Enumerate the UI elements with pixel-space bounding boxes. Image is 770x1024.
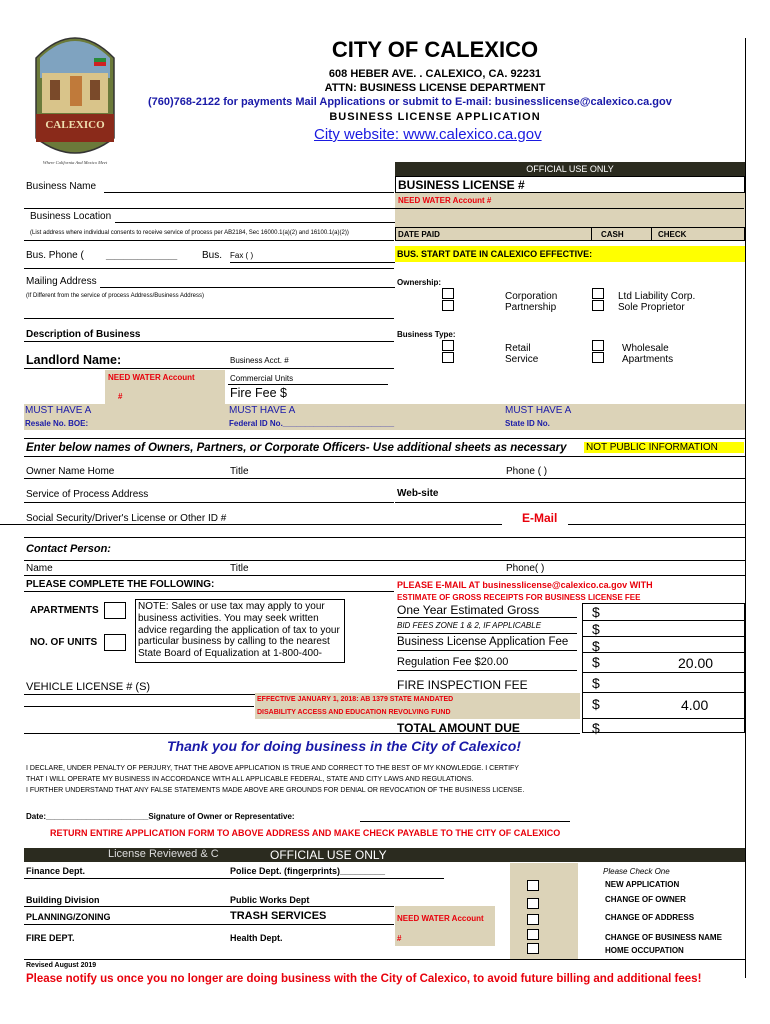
- business-location-field[interactable]: [115, 222, 395, 223]
- must-have-resale: MUST HAVE A: [25, 405, 92, 416]
- business-location-label: Business Location: [30, 211, 112, 222]
- license-reviewed-label: License Reviewed & C: [108, 848, 219, 860]
- disability-box: [255, 693, 580, 719]
- app-fee-label: Business License Application Fee: [397, 636, 569, 648]
- change-owner-label: CHANGE OF OWNER: [605, 895, 686, 904]
- disability-label: DISABILITY ACCESS AND EDUCATION REVOLVING FUND: [257, 709, 451, 716]
- health-dept-label: Health Dept.: [230, 933, 283, 943]
- business-acct-label: Business Acct. #: [230, 356, 289, 365]
- landlord-water-hash: #: [118, 392, 123, 401]
- fire-insp-dollar: $: [592, 675, 600, 691]
- owners-heading: Enter below names of Owners, Partners, or Corporate Officers- Use additional sheets as necessary: [26, 442, 567, 454]
- start-date-box[interactable]: [395, 246, 745, 262]
- header-phone-line: (760)768-2122 for payments Mail Applications or submit to E-mail: businesslicense@calexico.ca.gov: [148, 96, 672, 108]
- application-title: BUSINESS LICENSE APPLICATION: [329, 111, 541, 123]
- description-label: Description of Business: [26, 329, 141, 340]
- business-type-label: Business Type:: [397, 330, 456, 339]
- apartments-label: APARTMENTS: [30, 605, 99, 616]
- must-have-row: [24, 404, 745, 430]
- ownership-sole-label: Sole Proprietor: [618, 302, 685, 313]
- ownership-label: Ownership:: [397, 278, 442, 287]
- not-public-label: NOT PUBLIC INFORMATION: [584, 442, 744, 453]
- state-id-label: State ID No.: [505, 419, 550, 428]
- building-label: Building Division: [26, 895, 100, 905]
- ssn-label: Social Security/Driver's License or Other ID #: [26, 513, 227, 524]
- check-label: CHECK: [658, 230, 687, 239]
- finance-dept-label: Finance Dept.: [26, 866, 86, 876]
- fax-field[interactable]: [230, 262, 395, 263]
- fire-dept-label: FIRE DEPT.: [26, 933, 75, 943]
- ownership-corporation-checkbox[interactable]: [442, 288, 454, 299]
- start-date-label: BUS. START DATE IN CALEXICO EFFECTIVE:: [397, 249, 593, 259]
- trash-water-box[interactable]: [395, 906, 495, 946]
- bus-phone-mask[interactable]: ________________: [106, 251, 178, 260]
- type-wholesale-label: Wholesale: [622, 343, 669, 354]
- landlord-water-box[interactable]: [105, 370, 225, 408]
- dis-dollar: $: [592, 696, 600, 712]
- resale-label: Resale No. BOE:: [25, 419, 89, 428]
- email-notice-1: PLEASE E-MAIL AT businesslicense@calexico.ca.gov WITH: [397, 580, 653, 590]
- home-occ-label: HOME OCCUPATION: [605, 946, 684, 955]
- units-label: NO. OF UNITS: [30, 637, 98, 648]
- contact-name-label: Name: [26, 563, 53, 574]
- contact-row-field[interactable]: [24, 575, 745, 576]
- declare-line-2: THAT I WILL OPERATE MY BUSINESS IN ACCORDANCE WITH ALL APPLICABLE FEDERAL, STATE AND CITY LAWS AND REGULATIONS.: [26, 776, 474, 783]
- official-use-bottom-label: OFFICIAL USE ONLY: [270, 848, 387, 862]
- trash-water-label: NEED WATER Account: [397, 914, 484, 923]
- type-service-checkbox[interactable]: [442, 352, 454, 363]
- change-owner-checkbox[interactable]: [527, 898, 539, 909]
- change-address-checkbox[interactable]: [527, 914, 539, 925]
- mailing-address-field[interactable]: [100, 287, 395, 288]
- ownership-llc-label: Ltd Liability Corp.: [618, 291, 696, 302]
- ownership-partnership-label: Partnership: [505, 302, 557, 313]
- contact-phone-label: Phone( ): [506, 563, 545, 574]
- bid-dollar: $: [592, 621, 600, 637]
- description-field[interactable]: [24, 341, 394, 342]
- bus-phone-label: Bus. Phone (: [26, 250, 84, 261]
- bid-label: BID FEES ZONE 1 & 2, IF APPLICABLE: [397, 621, 542, 630]
- official-use-heading: OFFICIAL USE ONLY: [395, 162, 745, 176]
- water-account-label: NEED WATER Account #: [398, 196, 492, 205]
- planning-label: PLANNING/ZONING: [26, 912, 111, 922]
- landlord-water-label: NEED WATER Account: [108, 373, 195, 382]
- contact-title-label: Title: [230, 563, 249, 574]
- amounts-column: [582, 603, 745, 736]
- header-address: 608 HEBER AVE. . CALEXICO, CA. 92231: [328, 68, 542, 80]
- owner-row-field[interactable]: [24, 478, 745, 479]
- reg-fee-dollar: $: [592, 654, 600, 670]
- total-dollar: $: [592, 720, 600, 736]
- declare-line-3: I FURTHER UNDERSTAND THAT ANY FALSE STATEMENTS MADE ABOVE ARE GROUNDS FOR DENIAL OR REVOCATION OF THE BUSINESS LICENSE.: [26, 787, 525, 794]
- trash-label: TRASH SERVICES: [230, 910, 327, 922]
- gross-dollar: $: [592, 604, 600, 620]
- license-number-box[interactable]: [395, 176, 745, 193]
- checkbox-column: [510, 863, 578, 959]
- business-location-note: (List address where individual consents to receive service of process per AB2184, Sec 16000.1(a)(2) and 16100.1(a)(2)): [30, 230, 349, 236]
- ownership-sole-checkbox[interactable]: [592, 300, 604, 311]
- date-signature-label: Date:_______________________Signature of Owner or Representative:: [26, 812, 295, 821]
- city-title: CITY OF CALEXICO: [331, 37, 539, 62]
- must-have-federal: MUST HAVE A: [229, 405, 296, 416]
- type-service-label: Service: [505, 354, 539, 365]
- logo-text: CALEXICO: [45, 119, 105, 131]
- type-apartments-checkbox[interactable]: [592, 352, 604, 363]
- official-use-bottom-bar: [24, 848, 745, 862]
- complete-label: PLEASE COMPLETE THE FOLLOWING:: [26, 579, 215, 590]
- reg-fee-amount: 20.00: [678, 655, 714, 671]
- business-name-field[interactable]: [104, 192, 394, 193]
- reg-fee-label: Regulation Fee $20.00: [397, 656, 509, 668]
- header-attn: ATTN: BUSINESS LICENSE DEPARTMENT: [324, 82, 546, 94]
- date-paid-row: [395, 227, 745, 241]
- total-label: TOTAL AMOUNT DUE: [397, 721, 520, 735]
- contact-heading: Contact Person:: [26, 543, 111, 555]
- city-website-link[interactable]: City website: www.calexico.ca.gov: [314, 126, 542, 143]
- new-app-checkbox[interactable]: [527, 880, 539, 891]
- right-margin-line: [745, 38, 746, 978]
- website-field[interactable]: [395, 502, 745, 503]
- landlord-label: Landlord Name:: [26, 353, 122, 367]
- units-input[interactable]: [104, 634, 126, 651]
- email-notice-2: ESTIMATE OF GROSS RECEIPTS FOR BUSINESS LICENSE FEE: [397, 593, 641, 602]
- effective-label: EFFECTIVE JANUARY 1, 2018: AB 1379 STATE MANDATED: [257, 696, 454, 703]
- license-number-label: BUSINESS LICENSE #: [398, 178, 525, 192]
- home-occ-checkbox[interactable]: [527, 943, 539, 954]
- please-check-label: Please Check One: [603, 867, 670, 876]
- email-field[interactable]: [568, 524, 745, 525]
- email-label: E-Mail: [522, 511, 558, 525]
- landlord-field[interactable]: [24, 368, 394, 369]
- federal-id-label: Federal ID No._________________________: [229, 419, 395, 428]
- must-have-state: MUST HAVE A: [505, 405, 572, 416]
- ownership-corporation-label: Corporation: [505, 291, 558, 302]
- type-wholesale-checkbox[interactable]: [592, 340, 604, 351]
- type-apartments-label: Apartments: [622, 354, 674, 365]
- ownership-partnership-checkbox[interactable]: [442, 300, 454, 311]
- change-name-label: CHANGE OF BUSINESS NAME: [605, 933, 722, 942]
- sales-tax-note: NOTE: Sales or use tax may apply to your business activities. You may seek written advice regarding the application of tax to your particular business by calling to the nearest State Board of Equalization at 1-800-400-: [135, 599, 345, 663]
- owner-phone-label: Phone ( ): [506, 466, 548, 477]
- owner-name-label: Owner Name Home: [26, 466, 115, 477]
- trash-water-hash: #: [397, 934, 402, 943]
- bus-label: Bus.: [202, 250, 223, 261]
- cash-label: CASH: [601, 230, 624, 239]
- dis-amount: 4.00: [681, 697, 709, 713]
- ssn-field[interactable]: [0, 524, 502, 525]
- water-account-box[interactable]: [395, 193, 745, 227]
- app-fee-dollar: $: [592, 638, 600, 654]
- notify-message: Please notify us once you no longer are doing business with the City of Calexico, to avoid future billing and additional fees!: [26, 973, 702, 985]
- mailing-address-label: Mailing Address: [26, 276, 97, 287]
- change-name-checkbox[interactable]: [527, 929, 539, 940]
- type-retail-label: Retail: [505, 343, 531, 354]
- website-label: Web-site: [397, 488, 439, 499]
- vehicle-label: VEHICLE LICENSE # (S): [26, 681, 151, 693]
- change-address-label: CHANGE OF ADDRESS: [605, 913, 695, 922]
- police-dept-label: Police Dept. (fingerprints)_________: [230, 866, 386, 876]
- commercial-units-label: Commercial Units: [230, 374, 294, 383]
- apartments-input[interactable]: [104, 602, 126, 619]
- signature-field[interactable]: [360, 821, 570, 822]
- fire-insp-label: FIRE INSPECTION FEE: [397, 678, 528, 692]
- service-process-label: Service of Process Address: [26, 489, 149, 500]
- new-app-label: NEW APPLICATION: [605, 880, 680, 889]
- revised-label: Revised August 2019: [26, 962, 97, 969]
- logo-tagline: Where California And Mexico Meet: [42, 160, 108, 165]
- ownership-llc-checkbox[interactable]: [592, 288, 604, 299]
- mailing-address-note: (If Different from the service of process Address/Business Address): [26, 293, 204, 299]
- fax-label: Fax ( ): [230, 251, 254, 260]
- type-retail-checkbox[interactable]: [442, 340, 454, 351]
- service-process-field[interactable]: [24, 502, 394, 503]
- business-name-label: Business Name: [26, 181, 97, 192]
- fire-fee-label: Fire Fee $: [230, 386, 287, 400]
- owner-title-label: Title: [230, 466, 249, 477]
- gross-label: One Year Estimated Gross: [397, 603, 540, 617]
- return-instructions: RETURN ENTIRE APPLICATION FORM TO ABOVE ADDRESS AND MAKE CHECK PAYABLE TO THE CITY OF CALEXICO: [50, 828, 561, 838]
- public-works-label: Public Works Dept: [230, 895, 310, 905]
- declare-line-1: I DECLARE, UNDER PENALTY OF PERJURY, THAT THE ABOVE APPLICATION IS TRUE AND CORRECT TO THE BEST OF MY KNOWLEDGE. I CERTIFY: [26, 765, 519, 772]
- date-paid-label: DATE PAID: [398, 230, 440, 239]
- thanks-message: Thank you for doing business in the City of Calexico!: [167, 738, 521, 754]
